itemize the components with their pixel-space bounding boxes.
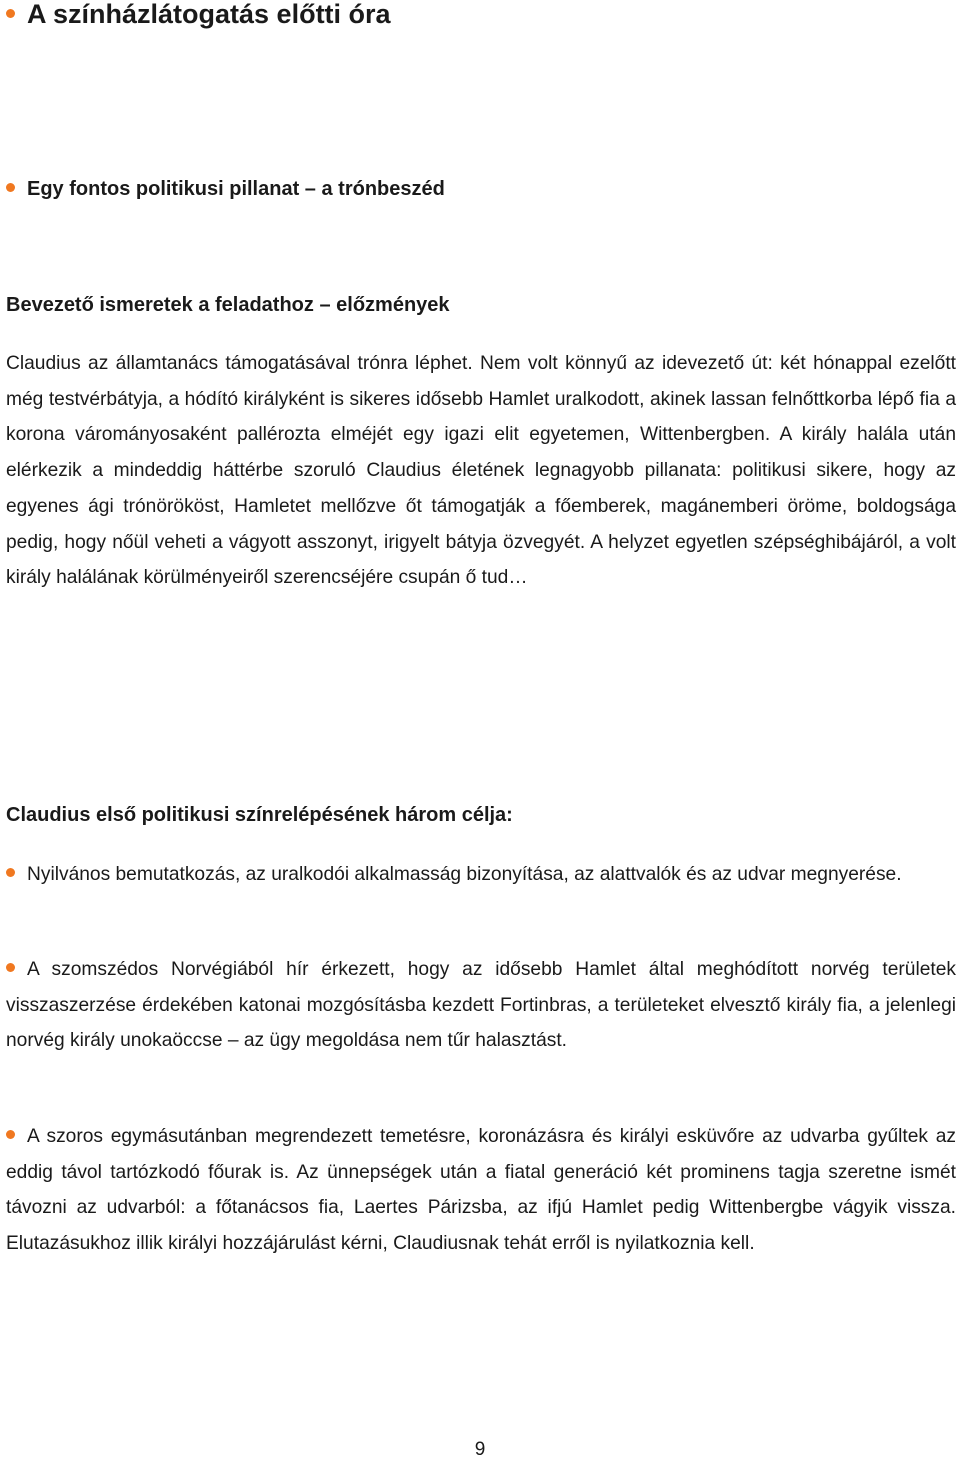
bullet-icon [6, 868, 15, 877]
goal-item [6, 857, 956, 893]
bullet-icon [6, 963, 15, 972]
intro-heading: Bevezető ismeretek a feladathoz – előzmények [6, 294, 450, 316]
section-subtitle-text: Egy fontos politikusi pillanat – a trónbeszéd [27, 178, 445, 200]
bullet-icon [6, 1130, 15, 1139]
goal-item-text: A szomszédos Norvégiából hír érkezett, hogy az idősebb Hamlet által meghódított norvég területek visszaszerzése érdekében katonai mozgósításba kezdett Fortinbras, a területeket elvesztő király fia, a jelenlegi norvég király unokaöccse – az ügy megoldása nem tűr halasztást. [6, 959, 956, 1052]
goal-item [6, 952, 956, 1059]
goal-item-text: A szoros egymásutánban megrendezett temetésre, koronázásra és királyi esküvőre az udvarba gyűltek az eddig távol tartózkodó főurak is. Az ünnepségek után a fiatal generáció két prominens tagja szeretne ismét távozni az udvarból: a főtanácsos fia, Laertes Párizsba, az ifjú Hamlet pedig Wittenbergbe vágyik vissza. Elutazásukhoz illik királyi hozzájárulást kérni, Claudiusnak tehát erről is nyilatkoznia kell. [6, 1126, 956, 1255]
goal-item-text: Nyilvános bemutatkozás, az uralkodói alkalmasság bizonyítása, az alattvalók és az udvar megnyerése. [27, 864, 902, 885]
goal-item [6, 1119, 956, 1262]
bullet-icon [6, 9, 15, 18]
bullet-icon [6, 183, 15, 192]
intro-paragraph: Claudius az államtanács támogatásával trónra léphet. Nem volt könnyű az idevezető út: két hónappal ezelőtt még testvérbátyja, a hódító királyként is sikeres idősebb Hamlet uralkodott, akinek lassan felnőttkorba lépő fia a korona várományosaként pallérozta elméjét egy igazi elit egyetemen, Wittenbergben. A király halála után elérkezik a mindeddig háttérbe szoruló Claudius életének legnagyobb pillanata: politikusi sikere, hogy az egyenes ági trónörököst, Hamletet mellőzve őt támogatják a főemberek, magánemberi öröme, boldogsága pedig, hogy nőül veheti a vágyott asszonyt, irigyelt bátyja özvegyét. A helyzet egyetlen szépséghibájáról, a volt király halálának körülményeiről szerencséjére csupán ő tud… [6, 353, 956, 589]
section-subtitle [6, 172, 445, 206]
page-number: 9 [474, 1439, 486, 1460]
document-title [6, 0, 391, 34]
document-title-text: A színházlátogatás előtti óra [27, 0, 391, 29]
goals-heading: Claudius első politikusi színrelépésének három célja: [6, 804, 513, 826]
